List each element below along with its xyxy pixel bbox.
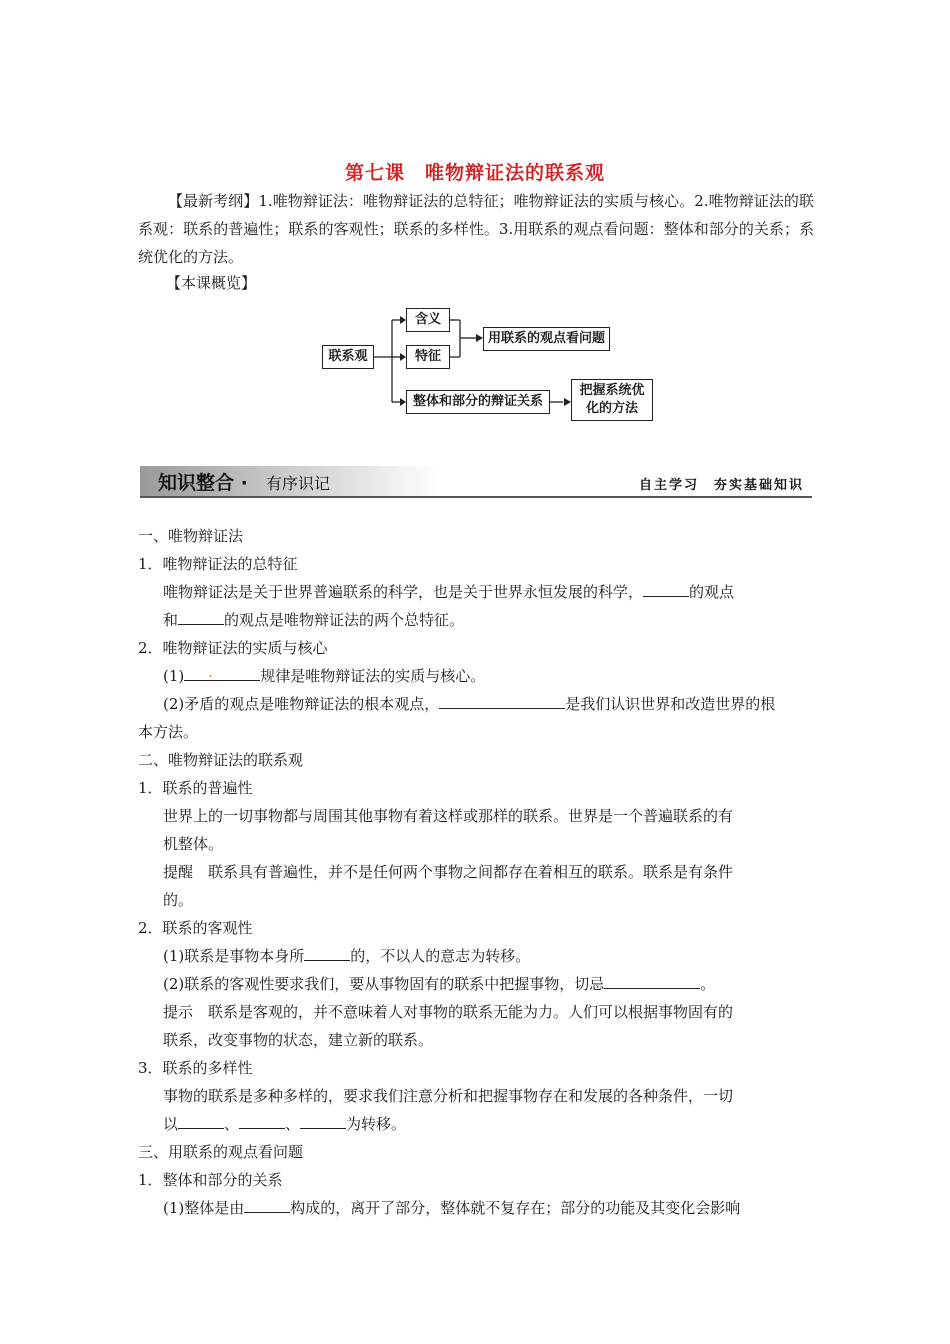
s3-1-item1: [163, 1198, 740, 1218]
fill-blank: [178, 1114, 224, 1129]
exam-outline: [138, 187, 814, 271]
lesson-name: 唯物辩证法的联系观: [425, 162, 606, 184]
s2-2-note1: 提示 联系是客观的，并不意味着人对事物的联系无能为力。人们可以根据事物固有的: [163, 1003, 734, 1021]
heading-s3-1: 1．整体和部分的关系: [138, 1171, 283, 1189]
fill-blank: [244, 1198, 290, 1213]
banner-title: [158, 468, 248, 495]
diagram-features-node: 特征: [406, 345, 450, 369]
exam-outline-text: 1.唯物辩证法：唯物辩证法的总特征；唯物辩证法的实质与核心。2.唯物辩证法的联系观：联系的普遍性；联系的客观性；联系的多样性。3.用联系的观点看问题：整体和部分的关系；系统优化的方法。: [138, 192, 814, 266]
s2-2-item1: [163, 946, 530, 966]
fill-blank: [300, 1114, 346, 1129]
text-span: 的，不以人的意志为转移。: [350, 947, 531, 965]
heading-s1-2: 2．唯物辩证法的实质与核心: [138, 639, 328, 657]
diagram-root-node: 联系观: [322, 345, 374, 369]
text-span: 唯物辩证法是关于世界普遍联系的科学，也是关于世界永恒发展的科学，: [163, 583, 644, 601]
diagram-meaning-node: 含义: [406, 308, 450, 332]
banner-title-text: 知识整合: [158, 472, 235, 494]
text-span: (1)整体是由: [163, 1199, 245, 1217]
fill-blank: [239, 1114, 285, 1129]
diagram-use-view-node: 用联系的观点看问题: [483, 327, 610, 351]
text-span: 是我们认识世界和改造世界的根: [565, 695, 776, 713]
text-span: (2)联系的客观性要求我们，要从事物固有的联系中把握事物，切忌: [163, 975, 605, 993]
banner-dot: ·: [240, 472, 248, 494]
s2-2-note2: 联系，改变事物的状态，建立新的联系。: [163, 1031, 434, 1049]
text-span: 。: [700, 975, 716, 993]
diagram-optimize-node: [571, 379, 653, 421]
s2-1-note2: 的。: [163, 891, 194, 909]
fill-blank: [439, 694, 565, 709]
text-span: 构成的，离开了部分，整体就不复存在；部分的功能及其变化会影响: [290, 1199, 741, 1217]
diagram-whole-part-node: 整体和部分的辩证关系: [406, 390, 550, 414]
mark-dot: .: [208, 663, 214, 681]
s2-1-line1: 世界上的一切事物都与周围其他事物有着这样或那样的联系。世界是一个普遍联系的有: [163, 807, 734, 825]
text-span: 规律是唯物辩证法的实质与核心。: [260, 667, 486, 685]
heading-s3: 三、用联系的观点看问题: [138, 1143, 304, 1161]
text-span: (1): [163, 667, 185, 685]
banner-rule: [140, 496, 812, 498]
heading-s2-2: 2．联系的客观性: [138, 919, 253, 937]
text-span: (2)矛盾的观点是唯物辩证法的根本观点，: [163, 695, 440, 713]
fill-blank: [643, 582, 689, 597]
diagram-optimize-line1: 把握系统优: [579, 383, 645, 399]
exam-outline-label: 【最新考纲】: [168, 192, 259, 210]
lesson-title: [0, 158, 950, 185]
heading-s1-1: 1．唯物辩证法的总特征: [138, 555, 298, 573]
heading-s2-3: 3．联系的多样性: [138, 1059, 253, 1077]
s1-1-line1: [163, 582, 734, 602]
text-span: 的观点是唯物辩证法的两个总特征。: [224, 611, 465, 629]
s1-2-item2-cont: 本方法。: [138, 723, 199, 741]
fill-blank: [304, 946, 350, 961]
text-span: 为转移。: [346, 1115, 407, 1133]
banner-subtitle: 有序识记: [266, 474, 331, 493]
s2-1-note1: 提醒 联系具有普遍性，并不是任何两个事物之间都存在着相互的联系。联系是有条件: [163, 863, 734, 881]
text-span: 和: [163, 611, 179, 629]
heading-s1: 一、唯物辩证法: [138, 527, 244, 545]
s1-2-item1: [163, 663, 486, 686]
text-span: (1)联系是事物本身所: [163, 947, 305, 965]
fill-blank: [604, 974, 700, 989]
text-span: 、: [285, 1115, 301, 1133]
heading-s2-1: 1．联系的普遍性: [138, 779, 253, 797]
s2-3-line2: [163, 1114, 406, 1134]
s1-2-item2: [163, 694, 775, 714]
s2-2-item2: [163, 974, 715, 994]
s1-1-line2: [163, 610, 464, 630]
fill-blank: [178, 610, 224, 625]
lesson-number: 第七课: [344, 162, 405, 184]
banner-right-text: 自主学习 夯实基础知识: [638, 478, 804, 493]
s2-1-line2: 机整体。: [163, 835, 224, 853]
s2-3-line1: 事物的联系是多种多样的，要求我们注意分析和把握事物存在和发展的各种条件，一切: [163, 1087, 734, 1105]
diagram-optimize-line2: 化的方法: [585, 401, 638, 416]
text-span: 、: [224, 1115, 240, 1133]
overview-label: 【本课概览】: [166, 274, 257, 292]
heading-s2: 二、唯物辩证法的联系观: [138, 751, 304, 769]
text-span: 的观点: [689, 583, 735, 601]
text-span: 以: [163, 1115, 179, 1133]
section-banner: [140, 466, 812, 498]
fill-blank: [184, 663, 260, 681]
